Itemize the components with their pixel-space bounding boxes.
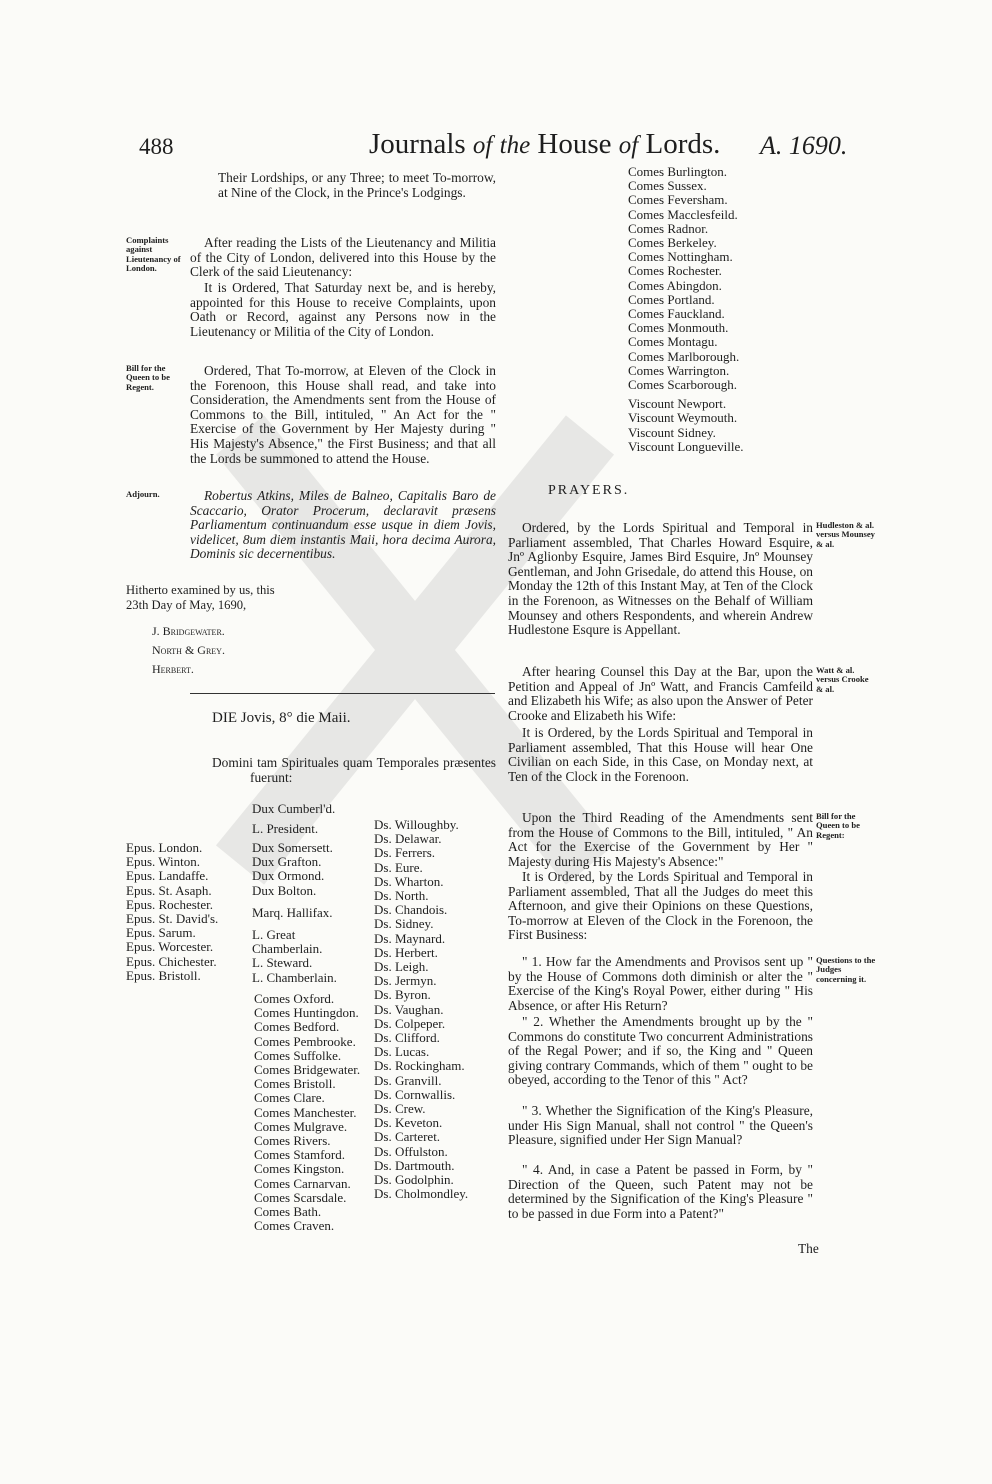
list-item: Epus. Landaffe. [126, 868, 209, 884]
question-4: " 4. And, in case a Patent be passed in Form, by " Direction of the Queen, such Patent may not be determined by the Signification of the King's Pleasure " to be passed in due Form into a Patent?" [508, 1162, 813, 1221]
list-item: Dux Bolton. [252, 882, 317, 898]
list-item: Viscount Sidney. [628, 424, 716, 440]
list-item: Comes Rivers. [254, 1133, 331, 1149]
list-item: Ds. Byron. [374, 987, 431, 1003]
margin-questions: Questions to the Judges concerning it. [816, 955, 876, 984]
list-item: Ds. Lucas. [374, 1044, 430, 1060]
list-item: Epus. Rochester. [126, 896, 214, 912]
signature: Herbert. [152, 662, 194, 676]
list-item: Comes Abingdon. [628, 277, 722, 293]
list-item: Ds. Jermyn. [374, 973, 437, 989]
examined-note: Hitherto examined by us, this 23th Day of May, 1690, [126, 583, 275, 612]
list-item: Marq. Hallifax. [252, 904, 333, 920]
list-item: Comes Mulgrave. [254, 1118, 348, 1134]
list-item: Comes Huntingdon. [254, 1005, 359, 1021]
left-para-3: It is Ordered, That Saturday next be, and is hereby, appointed for this House to receive Complaints, upon Oath or Record, against any Persons now in the Lieutenancy or Militia of the City of London. [190, 280, 496, 339]
margin-complaints: Complaints against Lieutenancy of London. [126, 235, 181, 274]
list-item: Ds. Crew. [374, 1101, 426, 1117]
list-item: Epus. Chichester. [126, 953, 217, 969]
list-item: Comes Warrington. [628, 362, 730, 378]
list-item: Viscount Newport. [628, 396, 727, 412]
list-item: Epus. St. Asaph. [126, 882, 212, 898]
list-item: Comes Bedford. [254, 1019, 340, 1035]
list-item: Dux Somersett. [252, 840, 333, 855]
list-item: Comes Pembrooke. [254, 1033, 356, 1049]
list-item: L. Great Chamberlain. [252, 927, 323, 957]
list-item: Comes Oxford. [254, 991, 335, 1006]
list-item: Comes Bridgewater. [254, 1062, 361, 1078]
divider [190, 693, 495, 694]
list-item: Ds. Cholmondley. [374, 1186, 469, 1202]
list-item: Ds. Granvill. [374, 1072, 442, 1088]
list-item: Comes Fauckland. [628, 306, 725, 322]
page-header [0, 0, 992, 160]
list-item: Ds. Clifford. [374, 1030, 440, 1046]
margin-bill-right: Bill for the Queen to be Regent: [816, 811, 860, 840]
date-heading: DIE Jovis, 8° die Maii. [212, 710, 351, 726]
question-2: " 2. Whether the Amendments brought up by the " Commons do constitute Two concurrent Administrations of the Regal Power; and if so, the King and " Queen giving contrary Commands, which of them " ought to be obeyed, according to the Tenor of this " Act? [508, 1014, 813, 1088]
list-item: Dux Ormond. [252, 868, 325, 884]
margin-hudleston: Hudleston & al. versus Mounsey & al. [816, 520, 875, 549]
list-item: Ds. Rockingham. [374, 1058, 465, 1074]
list-item: Comes Feversham. [628, 192, 728, 208]
list-item: Ds. Wharton. [374, 873, 444, 889]
list-item: Comes Manchester. [254, 1104, 357, 1120]
list-item: Ds. Godolphin. [374, 1172, 454, 1188]
list-item: Comes Burlington. [628, 164, 727, 179]
present-heading: Domini tam Spirituales quam Temporales præsentes fuerunt: [212, 755, 496, 785]
left-para-2: After reading the Lists of the Lieutenancy and Militia of the City of London, delivered into this House by the Clerk of the said Lieutenancy: [190, 235, 496, 280]
list-item: Ds. Chandois. [374, 902, 448, 918]
list-item: Ds. Offulston. [374, 1143, 448, 1159]
list-item: Ds. Leigh. [374, 959, 429, 975]
list-item: Dux Cumberl'd. [252, 801, 336, 816]
year-label: A. 1690. [760, 131, 848, 160]
right-para-1: Ordered, by the Lords Spiritual and Temporal in Parliament assembled, That Charles Howard Esquire, Jnº Aglionby Esquire, James Bird Esquire, Jnº Mounsey Gentleman, and John Grisedale, do attend this House, on Monday the 12th of this Instant May, at Ten of the Clock in the Forenoon, as Witnesses on the Behalf of William Mounsey and others Respondents, and wherein Andrew Hudlestone Esqure is Appellant. [508, 520, 813, 638]
list-item: Ds. Ferrers. [374, 845, 436, 861]
list-item: Comes Bath. [254, 1204, 322, 1220]
list-item: Comes Macclesfeild. [628, 206, 738, 222]
margin-watt: Watt & al. versus Crooke & al. [816, 665, 869, 694]
list-item: Ds. Maynard. [374, 930, 446, 946]
list-item: Dux Grafton. [252, 854, 322, 870]
signatures [152, 622, 225, 679]
page-number: 488 [139, 134, 174, 159]
list-item: Ds. Vaughan. [374, 1001, 444, 1017]
list-item: Ds. Delawar. [374, 831, 442, 847]
list-item: L. Steward. [252, 955, 313, 971]
list-item: Epus. London. [126, 840, 203, 855]
list-item: Comes Scarsdale. [254, 1189, 347, 1205]
earls-cont-list [628, 165, 743, 454]
list-item: Comes Carnarvan. [254, 1175, 351, 1191]
list-item: Comes Radnor. [628, 220, 709, 236]
list-item: Epus. Worcester. [126, 939, 214, 955]
list-item: Comes Berkeley. [628, 235, 717, 251]
list-item: Epus. St. David's. [126, 911, 219, 927]
right-para-5: It is Ordered, by the Lords Spiritual and Temporal in Parliament assembled, That all the Judges do meet this Afternoon, and give their Opinions on these Questions, To-morrow at Eleven of the Clock in the Forenoon, the First Business: [508, 869, 813, 943]
list-item: Ds. Cornwallis. [374, 1086, 456, 1102]
list-item: Ds. North. [374, 888, 429, 904]
list-item: Comes Nottingham. [628, 249, 733, 265]
list-item: Ds. Herbert. [374, 944, 438, 960]
list-item: Comes Sussex. [628, 178, 707, 194]
list-item: L. President. [252, 821, 319, 836]
list-item: Ds. Carteret. [374, 1129, 441, 1145]
list-item: Epus. Sarum. [126, 925, 196, 941]
list-item: Comes Bristoll. [254, 1076, 336, 1092]
left-para-5: Robertus Atkins, Miles de Balneo, Capitalis Baro de Scaccario, Orator Procerum, declaravit præsens Parliamentum continuandum esse usque in diem Jovis, videlicet, 8um diem instantis Maii, hora decima Aurora, Dominis sic decernentibus. [190, 488, 496, 562]
list-item: Comes Clare. [254, 1090, 325, 1106]
margin-adjourn: Adjourn. [126, 489, 160, 499]
list-item: Ds. Colpeper. [374, 1015, 446, 1031]
officers-list [252, 801, 372, 985]
barons-list [374, 818, 468, 1201]
margin-bill: Bill for the Queen to be Regent. [126, 363, 170, 392]
list-item: Ds. Keveton. [374, 1115, 443, 1131]
list-item: L. Chamberlain. [252, 969, 337, 985]
right-para-3: It is Ordered, by the Lords Spiritual and Temporal in Parliament assembled, That this House will hear One Civilian on each Side, in this Case, on Monday next, at Ten of the Clock in the Forenoon. [508, 725, 813, 784]
signature: J. Bridgewater. [152, 624, 225, 638]
signature: North & Grey. [152, 643, 225, 657]
list-item: Viscount Weymouth. [628, 410, 738, 426]
list-item: Epus. Winton. [126, 854, 200, 870]
list-item: Ds. Sidney. [374, 916, 434, 932]
question-1: " 1. How far the Amendments and Provisos sent up " by the House of Commons doth diminish or alter the " Exercise of the King's Royal Power, either during " His Absence, or after His Return? [508, 954, 813, 1013]
list-item: Comes Montagu. [628, 334, 718, 350]
left-para-1: Their Lordships, or any Three; to meet To-morrow, at Nine of the Clock, in the Prince's Lodgings. [218, 170, 496, 200]
list-item: Ds. Willoughby. [374, 817, 459, 832]
list-item: Comes Kingston. [254, 1161, 345, 1177]
question-3: " 3. Whether the Signification of the King's Pleasure, under His Sign Manual, shall not control " the Queen's Pleasure, signified under Her Sign Manual? [508, 1103, 813, 1148]
list-item: Viscount Longueville. [628, 438, 744, 454]
list-item: Comes Suffolke. [254, 1047, 342, 1063]
bishops-list [126, 841, 218, 983]
list-item: Comes Monmouth. [628, 320, 729, 336]
earls-list [254, 992, 360, 1233]
prayers-heading: PRAYERS. [548, 483, 630, 498]
right-para-4: Upon the Third Reading of the Amendments sent from the House of Commons to the Bill, intituled, " An Act for the Exercise of the Government by Her " Majesty during His Majesty's Absence:" [508, 810, 813, 869]
list-item: Comes Stamford. [254, 1147, 345, 1163]
list-item: Epus. Bristoll. [126, 967, 201, 983]
list-item: Comes Scarborough. [628, 377, 738, 393]
list-item: Comes Rochester. [628, 263, 722, 279]
list-item: Ds. Eure. [374, 859, 423, 875]
catchword: The [798, 1241, 819, 1256]
list-item: Ds. Dartmouth. [374, 1157, 455, 1173]
left-para-4: Ordered, That To-morrow, at Eleven of the Clock in the Forenoon, this House shall read, and take into Consideration, the Amendments sent from the House of Commons to the Bill, intituled, " An Act for the " Exercise of the Government by Her Majesty during " His Majesty's Absence," the First Business; and that all the Lords be summoned to attend the House. [190, 363, 496, 466]
right-para-2: After hearing Counsel this Day at the Bar, upon the Petition and Appeal of Jnº Watt, and Francis Camfeild and Elizabeth his Wife; as also upon the Answer of Peter Crooke and Elizabeth his Wife: [508, 664, 813, 723]
list-item: Comes Craven. [254, 1218, 335, 1234]
list-item: Comes Marlborough. [628, 348, 740, 364]
list-item: Comes Portland. [628, 291, 715, 307]
running-title: Journals of the House of Lords. [369, 128, 721, 160]
